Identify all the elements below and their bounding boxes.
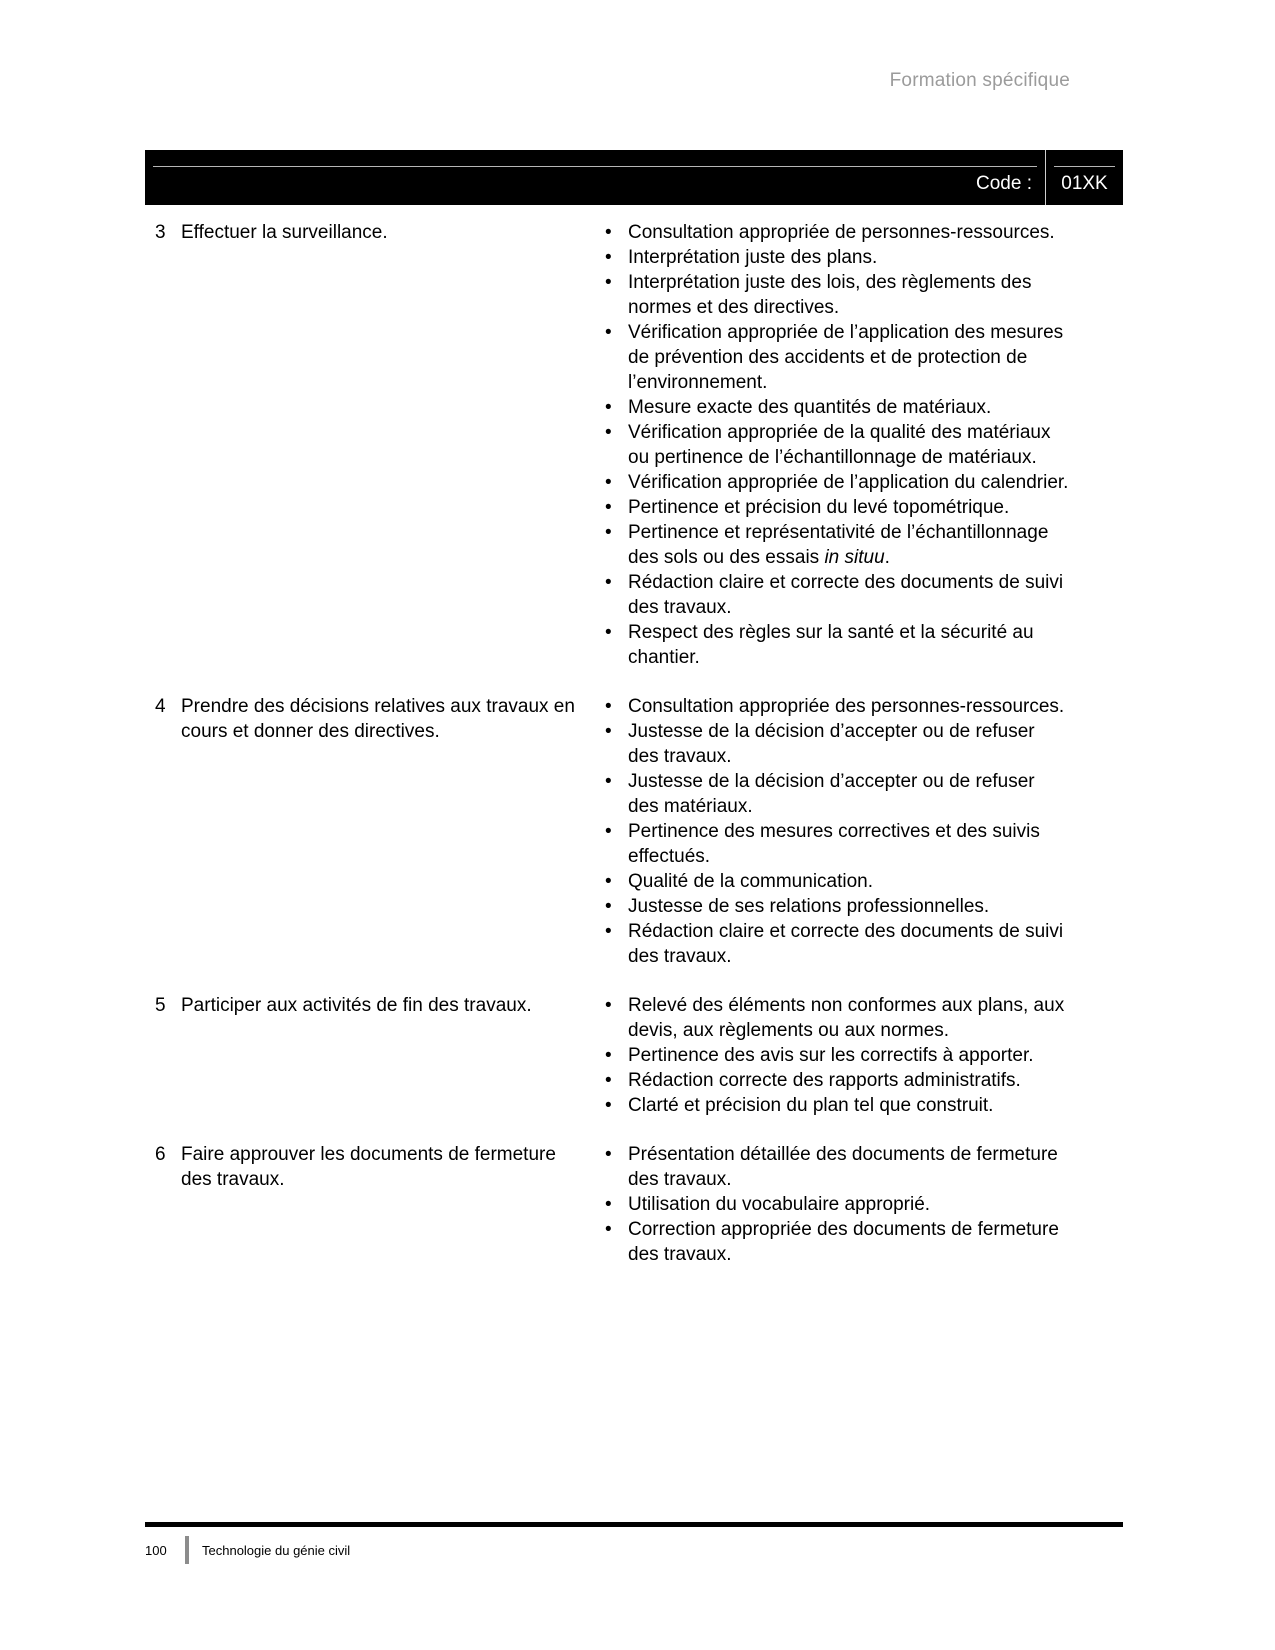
- bullet-marker-icon: •: [605, 995, 612, 1016]
- section-statement-cell: [155, 1142, 605, 1267]
- section-statement: Faire approuver les documents de fermeture des travaux.: [181, 1144, 556, 1190]
- criterion-text: Clarté et précision du plan tel que construit.: [628, 1095, 994, 1116]
- criterion-text: Interprétation juste des plans.: [628, 247, 878, 268]
- code-value: 01XK: [1061, 173, 1108, 194]
- criteria-table: [155, 220, 1090, 1291]
- criterion-text: Pertinence et représentativité de l’échantillonnage des sols ou des essais in situu.: [628, 522, 1049, 568]
- bullet-marker-icon: •: [605, 222, 612, 243]
- bullet-marker-icon: •: [605, 272, 612, 293]
- criterion-item: [605, 869, 1070, 894]
- footer-program-label: Technologie du génie civil: [202, 1542, 351, 1558]
- banner-divider-line: [153, 166, 1037, 167]
- criterion-item: [605, 1043, 1070, 1068]
- criterion-text: Justesse de ses relations professionnelles.: [628, 896, 990, 917]
- criterion-text: Consultation appropriée de personnes-ressources.: [628, 222, 1055, 243]
- criteria-cell: [605, 694, 1070, 969]
- criterion-item: [605, 245, 1070, 270]
- section-number: 6: [155, 1144, 166, 1165]
- criterion-item: [605, 270, 1070, 320]
- bullet-marker-icon: •: [605, 572, 612, 593]
- criterion-item: [605, 1142, 1070, 1192]
- criterion-text: Rédaction claire et correcte des documents de suivi des travaux.: [628, 921, 1064, 967]
- section-statement: Participer aux activités de fin des travaux.: [181, 995, 532, 1016]
- section-statement-cell: [155, 993, 605, 1118]
- criterion-text: Pertinence des mesures correctives et des suivis effectués.: [628, 821, 1040, 867]
- bullet-marker-icon: •: [605, 1045, 612, 1066]
- section-number: 3: [155, 222, 166, 243]
- criterion-text: Correction appropriée des documents de fermeture des travaux.: [628, 1219, 1059, 1265]
- criterion-text: Vérification appropriée de l’application du calendrier.: [628, 472, 1069, 493]
- bullet-marker-icon: •: [605, 247, 612, 268]
- banner-divider-line: [1054, 166, 1115, 167]
- code-banner-cell: [1045, 150, 1123, 205]
- section-row: [155, 220, 1090, 670]
- section-statement: Effectuer la surveillance.: [181, 222, 388, 243]
- bullet-marker-icon: •: [605, 1144, 612, 1165]
- criteria-cell: [605, 1142, 1070, 1267]
- section-row: [155, 1142, 1090, 1267]
- criteria-cell: [605, 220, 1070, 670]
- code-banner: [145, 150, 1123, 205]
- criterion-item: [605, 1192, 1070, 1217]
- section-statement-cell: [155, 220, 605, 670]
- criterion-text: Consultation appropriée des personnes-ressources.: [628, 696, 1065, 717]
- running-header: Formation spécifique: [889, 70, 1070, 91]
- criterion-text: Mesure exacte des quantités de matériaux.: [628, 397, 992, 418]
- criterion-item: [605, 320, 1070, 395]
- criterion-item: [605, 1093, 1070, 1118]
- criterion-text: Vérification appropriée de la qualité des matériaux ou pertinence de l’échantillonnage de matériaux.: [628, 422, 1051, 468]
- page-number: 100: [145, 1542, 167, 1558]
- bullet-marker-icon: •: [605, 622, 612, 643]
- section-row: [155, 694, 1090, 969]
- criteria-cell: [605, 993, 1070, 1118]
- criterion-item: [605, 919, 1070, 969]
- bullet-marker-icon: •: [605, 322, 612, 343]
- criterion-item: [605, 1217, 1070, 1267]
- criterion-item: [605, 769, 1070, 819]
- bullet-marker-icon: •: [605, 1070, 612, 1091]
- bullet-marker-icon: •: [605, 522, 612, 543]
- bullet-marker-icon: •: [605, 821, 612, 842]
- bullet-marker-icon: •: [605, 771, 612, 792]
- criterion-text: Rédaction correcte des rapports administratifs.: [628, 1070, 1021, 1091]
- bullet-marker-icon: •: [605, 472, 612, 493]
- criteria-list: [605, 1142, 1070, 1267]
- bullet-marker-icon: •: [605, 1219, 612, 1240]
- bullet-marker-icon: •: [605, 1194, 612, 1215]
- criterion-text: Présentation détaillée des documents de fermeture des travaux.: [628, 1144, 1058, 1190]
- section-number: 5: [155, 995, 166, 1016]
- criterion-text: Respect des règles sur la santé et la sécurité au chantier.: [628, 622, 1034, 668]
- criterion-item: [605, 520, 1070, 570]
- bullet-marker-icon: •: [605, 1095, 612, 1116]
- code-banner-main: [145, 150, 1045, 205]
- bullet-marker-icon: •: [605, 497, 612, 518]
- criterion-item: [605, 420, 1070, 470]
- section-statement: Prendre des décisions relatives aux travaux en cours et donner des directives.: [181, 696, 575, 742]
- criterion-item: [605, 220, 1070, 245]
- bullet-marker-icon: •: [605, 871, 612, 892]
- criterion-item: [605, 395, 1070, 420]
- criteria-list: [605, 993, 1070, 1118]
- section-row: [155, 993, 1090, 1118]
- criterion-text: Utilisation du vocabulaire approprié.: [628, 1194, 931, 1215]
- page-footer: [145, 1536, 350, 1564]
- bullet-marker-icon: •: [605, 422, 612, 443]
- criterion-text: Qualité de la communication.: [628, 871, 874, 892]
- footer-separator-bar: [185, 1536, 189, 1564]
- code-label: Code :: [976, 173, 1032, 194]
- footer-rule: [145, 1522, 1123, 1527]
- criterion-text: Pertinence et précision du levé topométrique.: [628, 497, 1010, 518]
- criteria-list: [605, 220, 1070, 670]
- bullet-marker-icon: •: [605, 721, 612, 742]
- section-statement-cell: [155, 694, 605, 969]
- criterion-item: [605, 819, 1070, 869]
- criterion-text: Relevé des éléments non conformes aux plans, aux devis, aux règlements ou aux normes.: [628, 995, 1065, 1041]
- criteria-list: [605, 694, 1070, 969]
- criterion-item: [605, 694, 1070, 719]
- criterion-text: Interprétation juste des lois, des règlements des normes et des directives.: [628, 272, 1032, 318]
- criterion-item: [605, 993, 1070, 1043]
- criterion-item: [605, 470, 1070, 495]
- bullet-marker-icon: •: [605, 921, 612, 942]
- criterion-text: Pertinence des avis sur les correctifs à apporter.: [628, 1045, 1034, 1066]
- criterion-text: Rédaction claire et correcte des documents de suivi des travaux.: [628, 572, 1064, 618]
- bullet-marker-icon: •: [605, 896, 612, 917]
- criterion-item: [605, 1068, 1070, 1093]
- criterion-text: Vérification appropriée de l’application des mesures de prévention des accidents et de protection de l’environnement.: [628, 322, 1064, 393]
- criterion-text: Justesse de la décision d’accepter ou de refuser des matériaux.: [628, 771, 1035, 817]
- criterion-text: Justesse de la décision d’accepter ou de refuser des travaux.: [628, 721, 1035, 767]
- bullet-marker-icon: •: [605, 696, 612, 717]
- section-number: 4: [155, 696, 166, 717]
- criterion-item: [605, 570, 1070, 620]
- criterion-item: [605, 894, 1070, 919]
- bullet-marker-icon: •: [605, 397, 612, 418]
- criterion-item: [605, 719, 1070, 769]
- criterion-item: [605, 495, 1070, 520]
- criterion-item: [605, 620, 1070, 670]
